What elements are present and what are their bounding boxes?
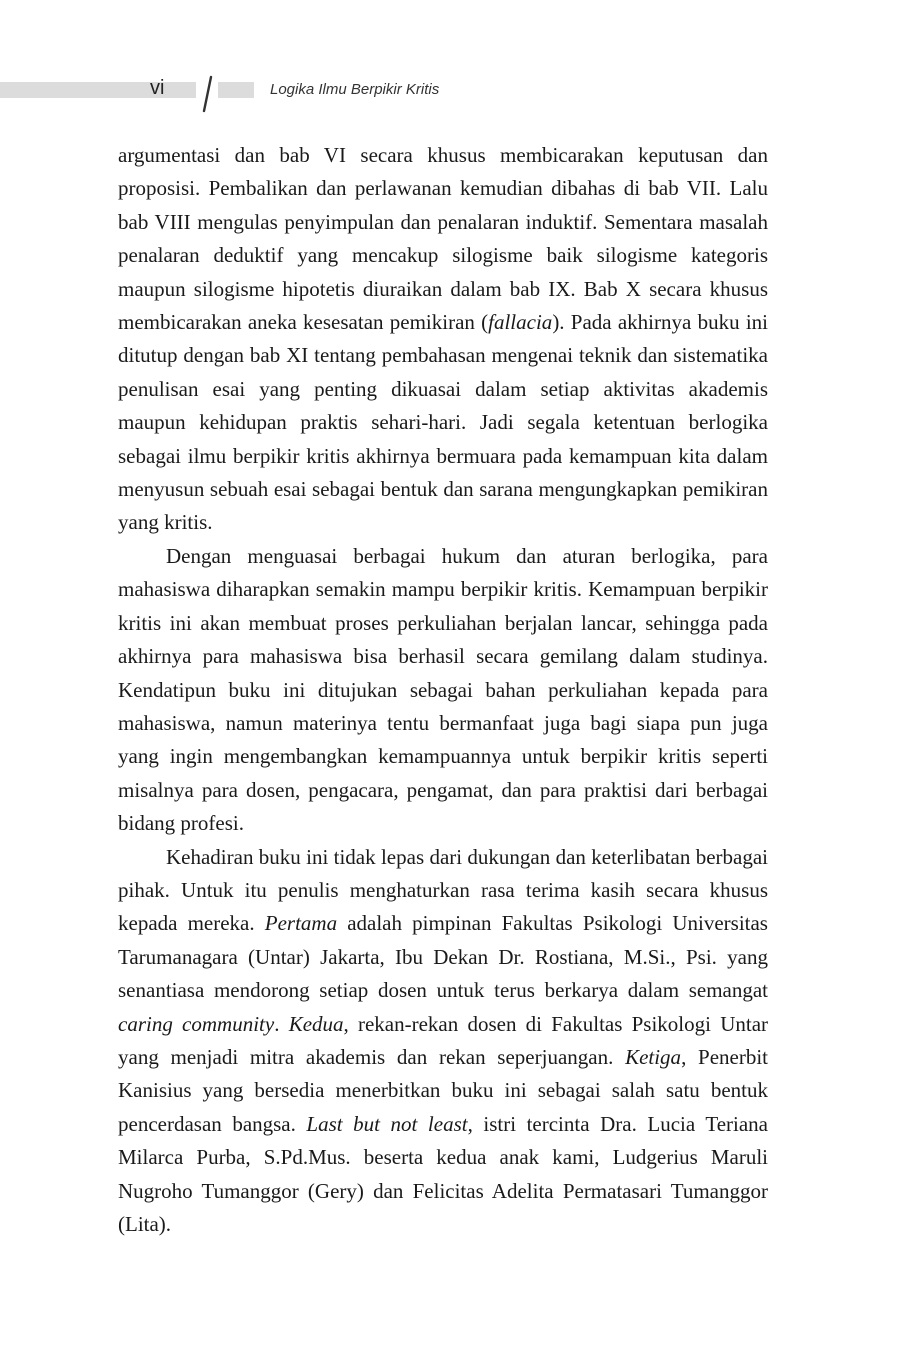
italic-text: caring community xyxy=(118,1011,275,1036)
paragraph-text: Dengan menguasai berbagai hukum dan aturan berlogika, para mahasiswa diharapkan semakin mampu berpikir kritis. Kemampuan berpikir kritis ini akan membuat proses perkuliahan berjalan lancar, sehingga pada akhirnya para mahasiswa bisa berhasil secara gemilang dalam studinya. Kendatipun buku ini ditujukan sebagai bahan perkuliahan kepada para mahasiswa, namun materinya tentu bermanfaat juga bagi siapa pun juga yang ingin mengembangkan kemampuannya untuk berpikir kritis seperti misalnya para dosen, pengacara, pengamat, dan para praktisi dari berbagai bidang profesi. xyxy=(118,543,768,836)
paragraph-text: , rekan-rekan dosen di Fakultas Psikologi Untar yang menjadi mitra akademis dan rekan seperjuangan. xyxy=(118,1011,769,1069)
page-number: vi xyxy=(150,77,165,99)
paragraph xyxy=(118,540,768,841)
italic-text: fallacia xyxy=(488,310,553,335)
italic-text: Kedua xyxy=(288,1011,344,1036)
paragraph-text: ). Pada akhirnya buku ini ditutup dengan bab XI tentang pembahasan mengenai teknik dan sistematika penulisan esai yang penting dikuasai dalam setiap aktivitas akademis maupun kehidupan praktis sehari-hari. Jadi segala ketentuan berlogika sebagai ilmu berpikir kritis akhirnya bermuara pada kemampuan kita dalam menyusun sebuah esai sebagai bentuk dan sarana mengungkapkan pemikiran yang kritis. xyxy=(118,310,768,535)
paragraph-text: , istri tercinta Dra. Lucia Teriana Milarca Purba, S.Pd.Mus. beserta kedua anak kami, Ludgerius Maruli Nugroho Tumanggor (Gery) dan Felicitas Adelita Permatasari Tumanggor (Lita). xyxy=(118,1111,768,1236)
header-bar-left xyxy=(0,82,196,98)
body-text xyxy=(118,139,768,1241)
italic-text: Pertama xyxy=(264,911,338,936)
paragraph-text: adalah pimpinan Fakultas Psikologi Universitas Tarumanagara (Untar) Jakarta, Ibu Dekan Dr. Rostiana, M.Si., Psi. yang senantiasa mendorong setiap dosen untuk terus berkarya dalam semangat xyxy=(118,911,768,1003)
italic-text: Last but not least xyxy=(306,1111,468,1136)
paragraph-text: argumentasi dan bab VI secara khusus membicarakan keputusan dan proposisi. Pembalikan dan perlawanan kemudian dibahas di bab VII. Lalu bab VIII mengulas penyimpulan dan penalaran induktif. Sementara masalah penalaran deduktif yang mencakup silogisme baik silogisme kategoris maupun silogisme hipotetis diuraikan dalam bab IX. Bab X secara khusus membicarakan aneka kesesatan pemikiran ( xyxy=(118,143,768,335)
italic-text: Ketiga xyxy=(625,1044,682,1069)
paragraph xyxy=(118,841,768,1242)
header-slash-divider xyxy=(198,75,216,113)
running-title: Logika Ilmu Berpikir Kritis xyxy=(270,81,440,98)
page-header xyxy=(0,76,915,116)
header-bar-right xyxy=(218,82,254,98)
paragraph-text: Kehadiran buku ini tidak lepas dari dukungan dan keterlibatan berbagai pihak. Untuk itu penulis menghaturkan rasa terima kasih secara khusus kepada mereka. xyxy=(118,844,768,936)
paragraph xyxy=(118,139,768,540)
paragraph-text: . xyxy=(274,1011,289,1036)
paragraph-text: , Penerbit Kanisius yang bersedia menerbitkan buku ini sebagai salah satu bentuk pencerdasan bangsa. xyxy=(118,1044,769,1136)
